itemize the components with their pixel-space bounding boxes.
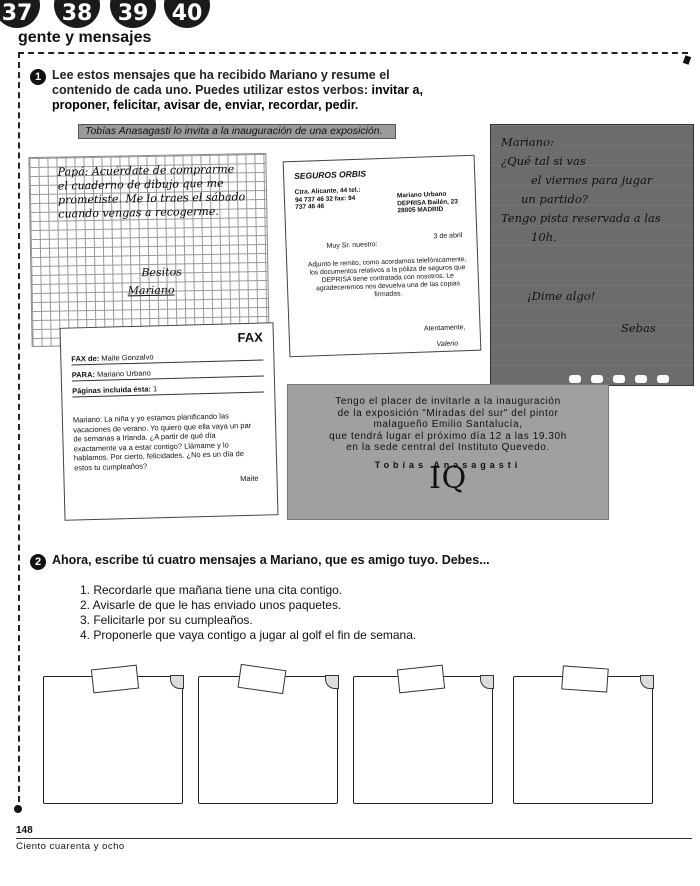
fax-to <box>72 366 264 382</box>
binder-hole <box>569 375 581 383</box>
invitation-line: Tengo el placer de invitarle a la inauguración <box>335 396 561 407</box>
note-line: un partido? <box>521 192 588 206</box>
fax-from <box>71 350 263 366</box>
tape-strip <box>238 664 287 694</box>
invitation-sender: Tobías Anasagasti <box>374 459 522 470</box>
page-number: 148 <box>16 825 33 836</box>
dashed-margin <box>18 52 20 812</box>
task-item: 4. Proponerle que vaya contigo a jugar al golf el fin de semana. <box>80 628 417 642</box>
dashed-divider <box>18 52 688 54</box>
activity-number: 2 <box>30 554 46 570</box>
binder-hole <box>591 375 603 383</box>
activity-2 <box>30 553 490 570</box>
invitation-line: de la exposición "Miradas del sur" del pintor <box>337 407 559 419</box>
invitation-line: malagueño Emilio Santalucía, <box>373 419 523 430</box>
invitation-card <box>287 384 609 520</box>
lesson-number: 37 <box>0 0 40 28</box>
letter-company: SEGUROS ORBIS <box>293 168 367 182</box>
note-closing: Besitos <box>141 265 182 280</box>
letter-signature: Valerio <box>436 340 459 349</box>
lesson-number: 40 <box>164 0 210 28</box>
blank-note-4[interactable] <box>513 676 653 804</box>
letter-date: 3 de abril <box>433 232 463 241</box>
task-item: 2. Avisarle de que le has enviado unos paquetes. <box>80 598 342 612</box>
institute-logo: IQ <box>429 461 467 496</box>
note-line: Tengo pista reservada a las <box>501 211 661 225</box>
activity-2-instruction: Ahora, escribe tú cuatro mensajes a Mariano, que es amigo tuyo. Debes... <box>52 553 490 567</box>
fax-from-label: FAX de: <box>71 353 100 364</box>
fax-to-label: PARA: <box>71 369 96 380</box>
page-curl <box>480 675 494 689</box>
binder-holes <box>569 375 669 383</box>
blank-note-2[interactable] <box>198 676 338 804</box>
note-ending: ¡Dime algo! <box>527 289 596 303</box>
notebook-note-lines <box>501 133 691 247</box>
letter-recipient: Mariano Urbano DEPRISA Bailén, 23 28005 MADRID <box>396 190 459 215</box>
task-list <box>80 583 416 643</box>
tape-strip <box>91 665 139 694</box>
binder-hole <box>613 375 625 383</box>
note-signature: Mariano <box>127 283 175 298</box>
lesson-number: 38 <box>54 0 100 28</box>
instruction-end: . <box>354 98 359 112</box>
note-line: Mariano: <box>501 135 554 149</box>
letter-body: Adjunto le remito, como acordamos telefónicamente, los documentos relativos a la póliza de seguros que DEPRISA tiene contratada con nosotros. Le agradeceremos nos devuelva una de las copias firmadas. <box>307 256 467 299</box>
tape-strip <box>397 665 445 694</box>
page-curl <box>325 675 339 689</box>
blank-note-1[interactable] <box>43 676 183 804</box>
fax-title: FAX <box>237 329 264 346</box>
instruction-text: Lee estos mensajes que ha recibido Mariano y resume el contenido de cada uno. Puedes utilizar estos verbos: <box>52 68 390 97</box>
fax-pages <box>72 381 264 397</box>
activity-number: 1 <box>30 69 46 85</box>
notebook-note <box>490 124 694 386</box>
fax-to-value: Mariano Urbano <box>96 368 151 379</box>
lesson-number: 39 <box>110 0 156 28</box>
note-line: 10h. <box>531 230 557 244</box>
letter-closing: Atentamente, <box>423 324 466 333</box>
fax-signature: Maite <box>240 473 259 484</box>
tape-strip <box>561 665 609 692</box>
binder-hole <box>635 375 647 383</box>
page-curl <box>640 675 654 689</box>
fax-body: Mariano: La niña y yo estamos planificando las vacaciones de verano. Yo quiero que ella vaya un par de semanas a Irlanda. ¿A partir de qué día exactamente va a estar contigo? Llámame y lo hablamos. Por cierto, felicidades. ¿No es un día de estos tu cumpleaños? <box>72 411 252 472</box>
invitation-line: en la sede central del Instituto Quevedo. <box>346 442 550 453</box>
fax-pages-label: Páginas incluida ésta: <box>72 384 152 396</box>
letter-greeting: Muy Sr. nuestro: <box>326 241 378 250</box>
fax-message <box>60 322 279 521</box>
note-line: el viernes para jugar <box>531 173 653 187</box>
page-number-words: Ciento cuarenta y ocho <box>16 841 125 852</box>
fax-pages-value: 1 <box>152 384 158 394</box>
handwritten-grid-note <box>28 153 269 347</box>
task-item: 1. Recordarle que mañana tiene una cita contigo. <box>80 583 343 597</box>
blank-note-3[interactable] <box>353 676 493 804</box>
section-title: gente y mensajes <box>18 29 152 46</box>
margin-dot <box>14 805 22 813</box>
example-answer: Tobías Anasagasti lo invita a la inauguración de una exposición. <box>78 124 396 139</box>
footer-divider <box>16 838 692 839</box>
insurance-letter <box>283 155 482 358</box>
note-signature: Sebas <box>621 321 656 335</box>
activity-1-instruction <box>52 68 450 113</box>
page-curl <box>170 675 184 689</box>
task-item: 3. Felicitarle por su cumpleaños. <box>80 613 253 627</box>
binder-hole <box>657 375 669 383</box>
fax-from-value: Maite Gonzalvo <box>101 352 154 363</box>
note-text: Papá: Acuérdate de comprarme el cuaderno de dibujo que me prometiste. Me lo traes el sábado cuando vengas a recogerme. <box>57 162 246 221</box>
margin-mark <box>683 55 691 65</box>
invitation-line: que tendrá lugar el próximo día 12 a las 19.30h <box>329 430 567 442</box>
letter-address: Ctra. Alicante, 44 tel.: 94 737 46 32 fax: 94 737 46 46 <box>294 186 361 211</box>
verbs-list: invitar a, proponer, felicitar, avisar de, enviar, recordar, pedir <box>52 83 423 112</box>
activity-1 <box>30 68 450 113</box>
note-line: ¿Qué tal si vas <box>501 154 586 168</box>
